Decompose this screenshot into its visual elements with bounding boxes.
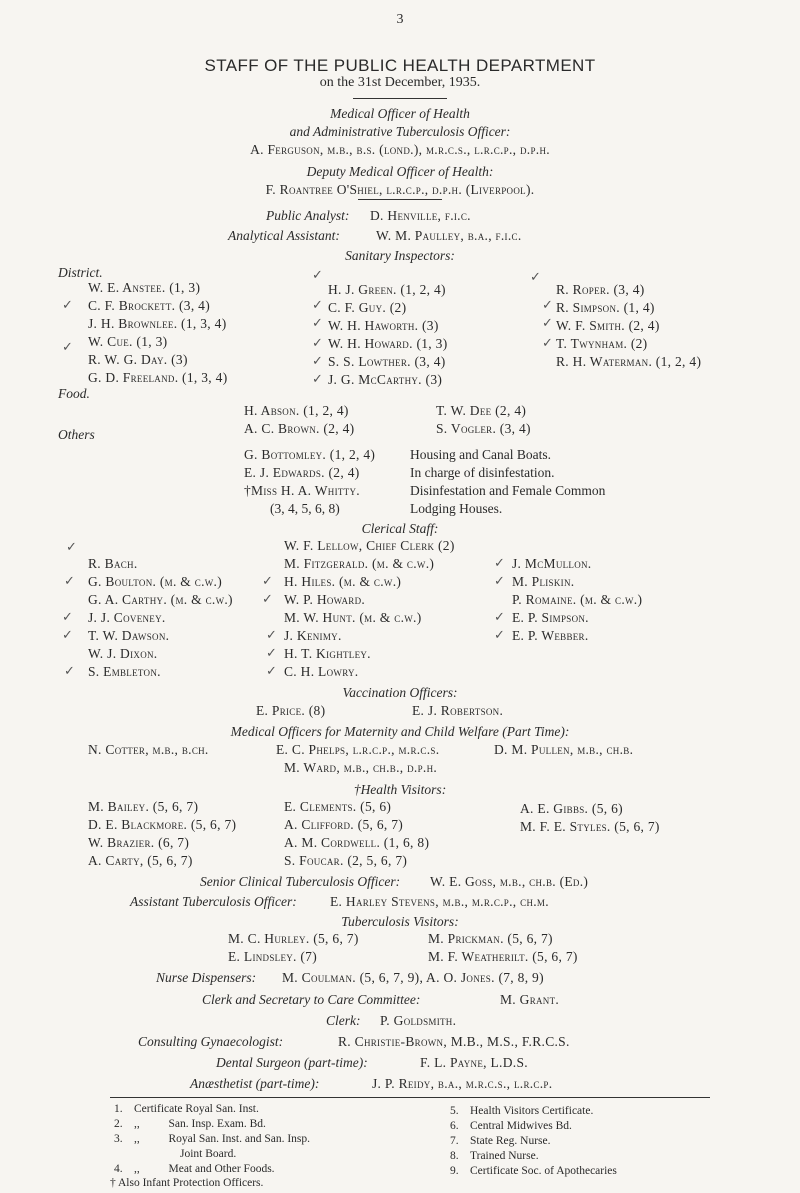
footnote-number: 8. (450, 1150, 459, 1162)
clerk-label: Clerk: (326, 1013, 361, 1028)
health-visitor: A. Clifford. (5, 6, 7) (284, 817, 404, 832)
tb-visitors-heading: Tuberculosis Visitors: (341, 914, 459, 929)
footnote-text: ,, Meat and Other Foods. (134, 1163, 275, 1175)
sanitary-heading: Sanitary Inspectors: (345, 248, 455, 263)
check-mark-icon: ✓ (62, 610, 73, 625)
check-mark-icon: ✓ (542, 298, 553, 313)
health-visitor: M. Bailey. (5, 6, 7) (88, 799, 199, 814)
inspector: J. H. Brownlee. (1, 3, 4) (88, 316, 227, 331)
footnote-text: Trained Nurse. (470, 1150, 539, 1162)
other-duty: In charge of disinfestation. (410, 465, 555, 480)
inspector: J. G. McCarthy. (3) (328, 372, 443, 387)
anaesthetist-label: Anæsthetist (part-time): (190, 1076, 320, 1091)
care-clerk-name: M. Grant. (500, 992, 560, 1007)
dental-label: Dental Surgeon (part-time): (216, 1055, 368, 1070)
vaccination-officer: E. Price. (8) (256, 703, 326, 718)
analytical-assistant-name: W. M. Paulley, b.a., f.i.c. (376, 228, 522, 243)
inspector: W. H. Howard. (1, 3) (328, 336, 448, 351)
footnote-number: 7. (450, 1135, 459, 1147)
gynaecologist-label: Consulting Gynaecologist: (138, 1034, 284, 1049)
check-mark-icon: ✓ (62, 628, 73, 643)
senior-tb-name: W. E. Goss, m.b., ch.b. (Ed.) (430, 874, 589, 889)
footnote-text: State Reg. Nurse. (470, 1135, 551, 1147)
page-number: 3 (396, 12, 404, 27)
check-mark-icon: ✓ (266, 646, 277, 661)
health-visitor: W. Brazier. (6, 7) (88, 835, 190, 850)
check-mark-icon: ✓ (312, 354, 323, 369)
footnote-number: 3. (114, 1133, 123, 1145)
maternity-officer: N. Cotter, m.b., b.ch. (88, 742, 209, 757)
inspector: S. S. Lowther. (3, 4) (328, 354, 446, 369)
health-visitor: A. M. Cordwell. (1, 6, 8) (284, 835, 430, 850)
other-duty: Housing and Canal Boats. (410, 447, 551, 462)
check-mark-icon: ✓ (266, 628, 277, 643)
check-mark-icon: ✓ (530, 270, 541, 285)
check-mark-icon: ✓ (494, 556, 505, 571)
other-duty: Lodging Houses. (410, 501, 503, 516)
clerk-name: R. Bach. (88, 556, 138, 571)
clerk-name: P. Romaine. (m. & c.w.) (512, 592, 643, 607)
nurse-label: Nurse Dispensers: (156, 970, 257, 985)
check-mark-icon: ✓ (266, 664, 277, 679)
other-inspector: †Miss H. A. Whitty. (244, 483, 360, 498)
clerk-name: E. P. Webber. (512, 628, 589, 643)
footnote-number: 5. (450, 1105, 459, 1117)
tb-visitor: M. C. Hurley. (5, 6, 7) (228, 931, 359, 946)
footnote-dagger: † Also Infant Protection Officers. (110, 1177, 264, 1189)
footnote-text: ,, San. Insp. Exam. Bd. (134, 1118, 266, 1130)
deputy-role: Deputy Medical Officer of Health: (306, 164, 494, 179)
check-mark-icon: ✓ (542, 336, 553, 351)
clerk-name: J. McMullon. (512, 556, 592, 571)
food-inspector: H. Abson. (1, 2, 4) (244, 403, 349, 418)
check-mark-icon: ✓ (312, 336, 323, 351)
moh-role: Medical Officer of Health (330, 106, 470, 121)
maternity-officer: M. Ward, m.b., ch.b., d.p.h. (284, 760, 438, 775)
other-duty: Disinfestation and Female Common (410, 483, 606, 498)
footnote-number: 9. (450, 1165, 459, 1177)
clerk-name: G. A. Carthy. (m. & c.w.) (88, 592, 233, 607)
clerk-name: H. T. Kightley. (284, 646, 371, 661)
other-inspector: (3, 4, 5, 6, 8) (270, 501, 340, 516)
clerk-name: H. Hiles. (m. & c.w.) (284, 574, 402, 589)
nurse-names: M. Coulman. (5, 6, 7, 9), A. O. Jones. (7, 8, 9) (282, 970, 544, 985)
check-mark-icon: ✓ (62, 298, 73, 313)
food-inspector: S. Vogler. (3, 4) (436, 421, 531, 436)
check-mark-icon: ✓ (312, 268, 323, 283)
health-visitor: E. Clements. (5, 6) (284, 799, 392, 814)
check-mark-icon: ✓ (312, 298, 323, 313)
tb-visitor: E. Lindsley. (7) (228, 949, 318, 964)
district-label: District. (58, 265, 103, 280)
check-mark-icon: ✓ (262, 574, 273, 589)
check-mark-icon: ✓ (542, 316, 553, 331)
inspector: W. Cue. (1, 3) (88, 334, 168, 349)
maternity-officer: D. M. Pullen, m.b., ch.b. (494, 742, 634, 757)
dental-name: F. L. Payne, L.D.S. (420, 1055, 528, 1070)
assistant-tb-name: E. Harley Stevens, m.b., m.r.c.p., ch.m. (330, 894, 549, 909)
page-title: STAFF OF THE PUBLIC HEALTH DEPARTMENT (204, 56, 596, 75)
care-clerk-label: Clerk and Secretary to Care Committee: (202, 992, 421, 1007)
other-inspector: E. J. Edwards. (2, 4) (244, 465, 360, 480)
chief-clerk: W. F. Lellow, Chief Clerk (2) (284, 538, 455, 553)
footnote-number: 4. (114, 1163, 123, 1175)
check-mark-icon: ✓ (312, 316, 323, 331)
inspector: H. J. Green. (1, 2, 4) (328, 282, 446, 297)
gynaecologist-name: R. Christie-Brown, M.B., M.S., F.R.C.S. (338, 1034, 570, 1049)
page-date: on the 31st December, 1935. (319, 75, 481, 90)
clerk-name: M. Pliskin. (512, 574, 575, 589)
divider (353, 98, 447, 99)
inspector: W. F. Smith. (2, 4) (556, 318, 660, 333)
inspector: W. H. Haworth. (3) (328, 318, 439, 333)
tb-visitor: M. Prickman. (5, 6, 7) (428, 931, 553, 946)
divider (358, 199, 442, 200)
food-label: Food. (58, 386, 90, 401)
check-mark-icon: ✓ (494, 574, 505, 589)
health-visitor: M. F. E. Styles. (5, 6, 7) (520, 819, 660, 834)
clerk-name: W. P. Howard. (284, 592, 366, 607)
clerk-name: J. J. Coveney. (88, 610, 166, 625)
footnote-text: Certificate Royal San. Inst. (134, 1103, 259, 1115)
inspector: R. Roper. (3, 4) (556, 282, 645, 297)
footnote-text: ,, Royal San. Inst. and San. Insp. (134, 1133, 311, 1145)
footnote-text: Health Visitors Certificate. (470, 1105, 594, 1117)
inspector: T. Twynham. (2) (556, 336, 648, 351)
moh-name: A. Ferguson, m.b., b.s. (lond.), m.r.c.s., l.r.c.p., d.p.h. (250, 142, 550, 157)
health-visitor: D. E. Blackmore. (5, 6, 7) (88, 817, 237, 832)
inspector: C. F. Guy. (2) (328, 300, 407, 315)
clerk-name: C. H. Lowry. (284, 664, 359, 679)
health-visitor: A. Carty, (5, 6, 7) (88, 853, 193, 868)
vaccination-heading: Vaccination Officers: (342, 685, 458, 700)
moh-role-2: and Administrative Tuberculosis Officer: (289, 124, 511, 139)
health-visitor: S. Foucar. (2, 5, 6, 7) (284, 853, 408, 868)
clerk-name: P. Goldsmith. (380, 1013, 457, 1028)
inspector: G. D. Freeland. (1, 3, 4) (88, 370, 228, 385)
food-inspector: T. W. Dee (2, 4) (436, 403, 527, 418)
footnote-number: 1. (114, 1103, 123, 1115)
public-analyst-name: D. Henville, f.i.c. (370, 208, 471, 223)
footnote-number: 2. (114, 1118, 123, 1130)
inspector: R. H. Waterman. (1, 2, 4) (556, 354, 702, 369)
health-visitors-heading: †Health Visitors: (353, 782, 447, 797)
maternity-heading: Medical Officers for Maternity and Child Welfare (Part Time): (230, 724, 570, 739)
check-mark-icon: ✓ (64, 664, 75, 679)
vaccination-officer: E. J. Robertson. (412, 703, 504, 718)
footnote-divider (110, 1097, 710, 1098)
footnote-text: Central Midwives Bd. (470, 1120, 572, 1132)
inspector: W. E. Anstee. (1, 3) (88, 280, 201, 295)
health-visitor: A. E. Gibbs. (5, 6) (520, 801, 623, 816)
footnote-number: 6. (450, 1120, 459, 1132)
check-mark-icon: ✓ (66, 540, 77, 555)
other-inspector: G. Bottomley. (1, 2, 4) (244, 447, 376, 462)
anaesthetist-name: J. P. Reidy, b.a., m.r.c.s., l.r.c.p. (372, 1076, 553, 1091)
inspector: R. Simpson. (1, 4) (556, 300, 655, 315)
check-mark-icon: ✓ (62, 340, 73, 355)
assistant-tb-label: Assistant Tuberculosis Officer: (130, 894, 297, 909)
check-mark-icon: ✓ (494, 610, 505, 625)
check-mark-icon: ✓ (312, 372, 323, 387)
tb-visitor: M. F. Weatherilt. (5, 6, 7) (428, 949, 578, 964)
check-mark-icon: ✓ (494, 628, 505, 643)
senior-tb-label: Senior Clinical Tuberculosis Officer: (200, 874, 401, 889)
clerical-heading: Clerical Staff: (361, 521, 439, 536)
deputy-name: F. Roantree O'Shiel, l.r.c.p., d.p.h. (Liverpool). (265, 182, 535, 197)
food-inspector: A. C. Brown. (2, 4) (244, 421, 355, 436)
public-analyst-label: Public Analyst: (266, 208, 350, 223)
footnote-text: Joint Board. (134, 1148, 237, 1160)
check-mark-icon: ✓ (64, 574, 75, 589)
clerk-name: M. Fitzgerald. (m. & c.w.) (284, 556, 435, 571)
clerk-name: G. Boulton. (m. & c.w.) (88, 574, 223, 589)
maternity-officer: E. C. Phelps, l.r.c.p., m.r.c.s. (276, 742, 440, 757)
inspector: R. W. G. Day. (3) (88, 352, 188, 367)
clerk-name: W. J. Dixon. (88, 646, 158, 661)
analytical-assistant-label: Analytical Assistant: (228, 228, 340, 243)
inspector: C. F. Brockett. (3, 4) (88, 298, 211, 313)
clerk-name: M. W. Hunt. (m. & c.w.) (284, 610, 422, 625)
others-label: Others (58, 427, 95, 442)
footnote-text: Certificate Soc. of Apothecaries (470, 1165, 617, 1177)
clerk-name: E. P. Simpson. (512, 610, 589, 625)
clerk-name: T. W. Dawson. (88, 628, 170, 643)
check-mark-icon: ✓ (262, 592, 273, 607)
clerk-name: J. Kenimy. (284, 628, 342, 643)
clerk-name: S. Embleton. (88, 664, 161, 679)
